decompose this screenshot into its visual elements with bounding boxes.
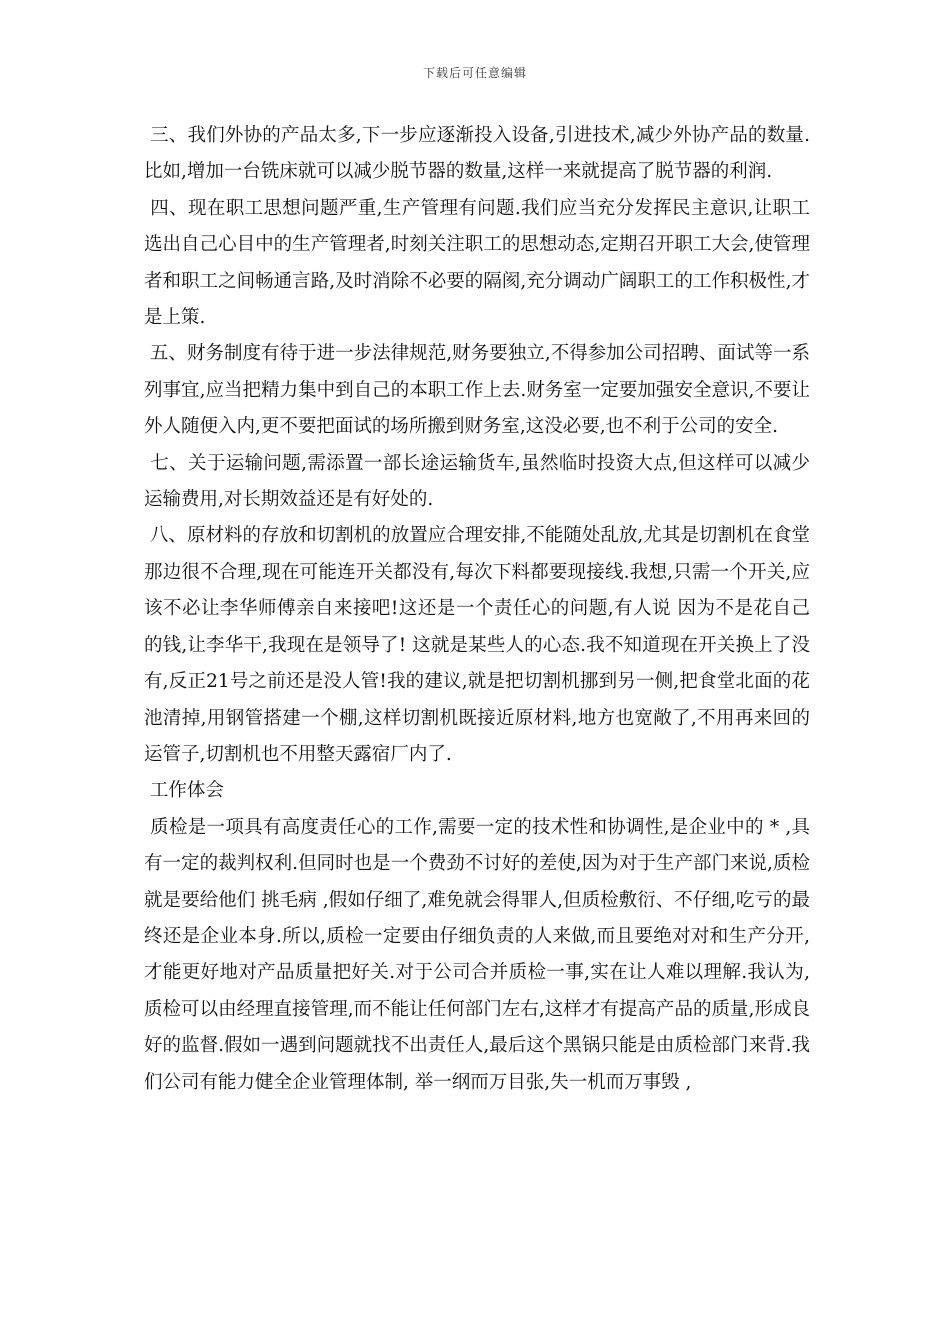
paragraph-item-five: 五、财务制度有待于进一步法律规范,财务要独立,不得参加公司招聘、面试等一系列事宜,应当把精力集中到自己的本职工作上去.财务室一定要加强安全意识,不要让外人随便入内,更不要把面试的场所搬到财务室,这没必要,也不利于公司的安全. bbox=[144, 343, 810, 438]
paragraph-item-four: 四、现在职工思想问题严重,生产管理有问题.我们应当充分发挥民主意识,让职工选出自己心目中的生产管理者,时刻关注职工的思想动态,定期召开职工大会,使管理者和职工之间畅通言路,及时消除不必要的隔阂,充分调动广阔职工的工作积极性,才是上策. bbox=[144, 197, 810, 329]
paragraph-item-eight: 八、原材料的存放和切割机的放置应合理安排,不能随处乱放,尤其是切割机在食堂那边很不合理,现在可能连开关都没有,每次下料都要现接线.我想,只需一个开关,应该不必让李华师傅亲自来接吧!这还是一个责任心的问题,有人说 因为不是花自己的钱,让李华干,我现在是领导了! 这就是某些人的心态.我不知道现在开关换上了没有,反正21号之前还是没人管!我的建议,就是把切割机挪到另一侧,把食堂北面的花池清掉,用钢管搭建一个棚,这样切割机既接近原材料,地方也宽敞了,不用再来回的运管子,切割机也不用整天露宿厂内了. bbox=[144, 525, 810, 765]
section-heading-work-experience: 工作体会 bbox=[144, 780, 224, 802]
paragraph-quality-inspection: 质检是一项具有高度责任心的工作,需要一定的技术性和协调性,是企业中的 * ,具有一定的裁判权利.但同时也是一个费劲不讨好的差使,因为对于生产部门来说,质检就是要给他们 挑毛病 ,假如仔细了,难免就会得罪人,但质检敷衍、不仔细,吃亏的最终还是企业本身.所以,质检一定要由仔细负责的人来做,而且要绝对对和生产分开,才能更好地对产品质量把好关.对于公司合并质检一事,实在让人难以理解.我认为,质检可以由经理直接管理,而不能让任何部门左右,这样才有提高产品的质量,形成良好的监督.假如一遇到问题就找不出责任人,最后这个黑锅只能是由质检部门来背.我们公司有能力健全企业管理体制, 举一纲而万目张,失一机而万事毁 , bbox=[144, 816, 810, 1093]
page-header: 下载后可任意编辑 bbox=[422, 66, 527, 80]
paragraph-item-three: 三、我们外协的产品太多,下一步应逐渐投入设备,引进技术,减少外协产品的数量.比如,增加一台铣床就可以减少脱节器的数量,这样一来就提高了脱节器的利润. bbox=[144, 125, 810, 183]
document-body bbox=[144, 118, 810, 1101]
paragraph-item-seven: 七、关于运输问题,需添置一部长途运输货车,虽然临时投资大点,但这样可以减少运输费用,对长期效益还是有好处的. bbox=[144, 452, 810, 511]
